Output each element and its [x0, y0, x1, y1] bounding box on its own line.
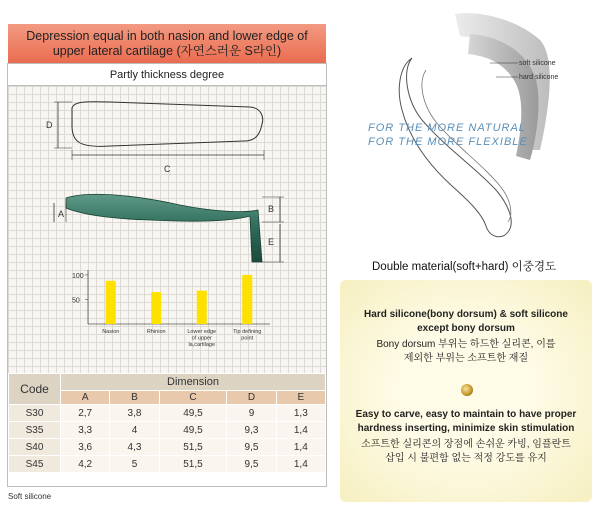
implant-diagram [0, 0, 340, 370]
material-description-box [340, 280, 592, 502]
cell-a: 3,6 [61, 439, 110, 456]
cell-b: 3,8 [110, 405, 159, 422]
row-code: S40 [9, 439, 61, 456]
y-tick-label: 100 [72, 272, 84, 280]
dim-e-label: E [268, 237, 275, 247]
cell-c: 49,5 [159, 422, 227, 439]
dim-a-label: A [58, 209, 65, 219]
table-row [9, 405, 326, 422]
implant-side-view [66, 194, 262, 262]
cell-d: 9 [227, 405, 276, 422]
bar-4 [242, 275, 252, 324]
block1-line1: Hard silicone(bony dorsum) & soft silicone [364, 309, 568, 320]
banner-line-2: upper lateral cartilage (자연스러운 S라인) [52, 44, 282, 58]
cell-a: 3,3 [61, 422, 110, 439]
bar-2 [151, 292, 161, 324]
bar-1 [106, 281, 116, 324]
slogan-natural: FOR THE MORE NATURAL [368, 122, 526, 134]
row-code: S45 [9, 456, 61, 473]
cell-e: 1,4 [276, 456, 325, 473]
block2-line2: hardness inserting, minimize skin stimulation [357, 423, 575, 434]
cell-b: 4 [110, 422, 159, 439]
cell-b: 4,3 [110, 439, 159, 456]
cell-c: 51,5 [159, 439, 227, 456]
col-header-d: D [227, 391, 276, 405]
cell-c: 49,5 [159, 405, 227, 422]
dimension-table [8, 373, 326, 473]
cell-a: 4,2 [61, 456, 110, 473]
hard-silicone-label: hard silicone [519, 74, 559, 81]
col-header-a: A [61, 391, 110, 405]
cell-e: 1,4 [276, 439, 325, 456]
cell-c: 51,5 [159, 456, 227, 473]
dimension-header: Dimension [61, 374, 326, 391]
double-material-title: Double material(soft+hard) 이중경도 [372, 261, 557, 273]
cell-e: 1,3 [276, 405, 325, 422]
col-header-e: E [276, 391, 325, 405]
category-label: Tip defining [233, 329, 262, 335]
block2-line3: 소프트한 실리콘의 장점에 손쉬운 카빙, 임플란트 [361, 439, 571, 450]
soft-silicone-footnote: Soft silicone [8, 492, 52, 501]
banner-line-1: Depression equal in both nasion and lower edge of [26, 29, 308, 43]
category-label: Lower edge [187, 329, 217, 335]
category-label: Rhinion [146, 329, 166, 335]
row-code: S35 [9, 422, 61, 439]
dim-b-label: B [268, 204, 275, 214]
row-code: S30 [9, 405, 61, 422]
thickness-title: Partly thickness degree [8, 64, 326, 86]
cell-e: 1,4 [276, 422, 325, 439]
dim-d-label: D [46, 120, 53, 130]
col-header-b: B [110, 391, 159, 405]
block2-line4: 삽입 시 불편함 없는 적정 강도를 유지 [385, 453, 547, 464]
slogan-flexible: FOR THE MORE FLEXIBLE [368, 136, 528, 148]
block2-line1: Easy to carve, easy to maintain to have proper [355, 409, 577, 420]
code-header: Code [9, 374, 61, 405]
category-label: point [241, 335, 254, 342]
block1-line2: except bony dorsum [417, 323, 515, 334]
cell-d: 9,3 [227, 422, 276, 439]
dim-c-label: C [164, 164, 171, 174]
implant-top-outline [72, 102, 263, 147]
y-tick-label: 50 [72, 297, 80, 305]
table-row [9, 422, 326, 439]
cell-d: 9,5 [227, 439, 276, 456]
cell-b: 5 [110, 456, 159, 473]
category-label: la,cartilage [188, 342, 216, 348]
cell-d: 9,5 [227, 456, 276, 473]
cell-a: 2,7 [61, 405, 110, 422]
bar-3 [197, 291, 207, 324]
thickness-bar-chart [72, 270, 270, 348]
soft-silicone-label: soft silicone [519, 60, 556, 67]
table-row [9, 439, 326, 456]
table-row [9, 456, 326, 473]
category-label: of upper [191, 335, 212, 342]
col-header-c: C [159, 391, 227, 405]
block1-line3: Bony dorsum 부위는 하드한 실리콘, 이를 [376, 339, 556, 350]
category-label: Nasion [102, 329, 120, 335]
block1-line4: 제외한 부위는 소프트한 재질 [403, 353, 529, 364]
bullet-medal-icon [461, 384, 473, 396]
